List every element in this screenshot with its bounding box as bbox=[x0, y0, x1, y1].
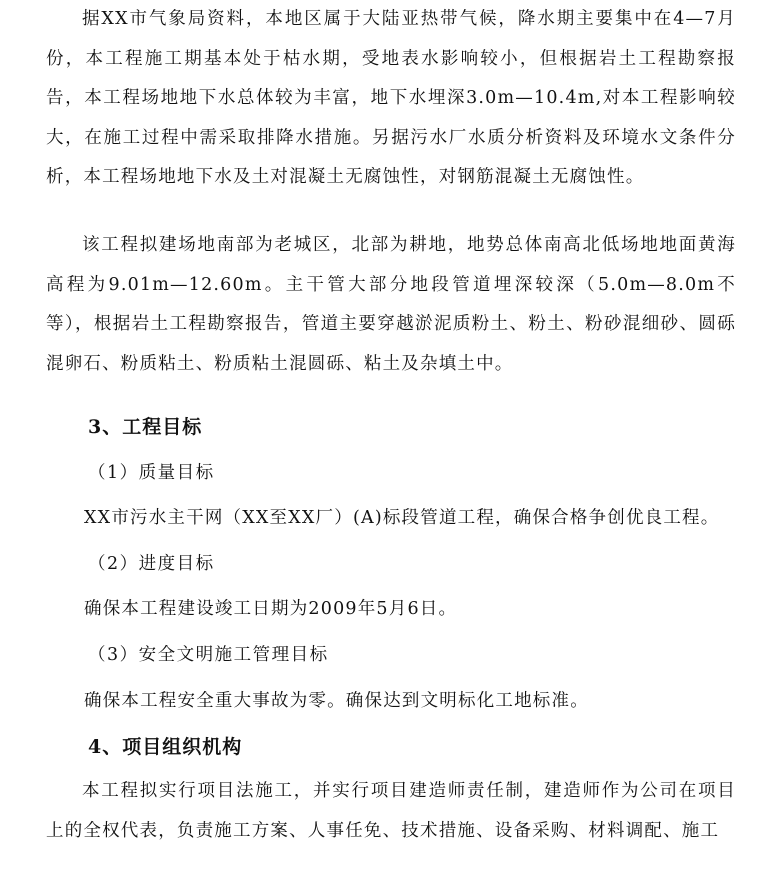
section-4-heading: 4、项目组织机构 bbox=[88, 736, 243, 758]
paragraph-site-terrain: 该工程拟建场地南部为老城区，北部为耕地，地势总体南高北低场地地面黄海高程为9.01m—12.60m。主干管大部分地段管道埋深较深（5.0m—8.0m不等），根据岩土工程勘察报告，管道主要穿越淤泥质粉土、粉土、粉砂混细砂、圆砾混卵石、粉质粘土、粉质粘土混圆砾、粘土及杂填土中。 bbox=[46, 235, 736, 374]
quality-target-text: XX市污水主干网（XX至XX厂）(A)标段管道工程，确保合格争创优良工程。 bbox=[84, 508, 720, 528]
quality-target-heading: （1）质量目标 bbox=[88, 463, 215, 483]
schedule-target-heading: （2）进度目标 bbox=[88, 554, 215, 574]
schedule-target-text: 确保本工程建设竣工日期为2009年5月6日。 bbox=[84, 599, 458, 619]
paragraph-organization: 本工程拟实行项目法施工，并实行项目建造师责任制，建造师作为公司在项目上的全权代表，负责施工方案、人事任免、技术措施、设备采购、材料调配、施工 bbox=[46, 781, 736, 841]
paragraph-hydrology: 据XX市气象局资料，本地区属于大陆亚热带气候，降水期主要集中在4—7月份，本工程施工期基本处于枯水期，受地表水影响较小，但根据岩土工程勘察报告，本工程场地地下水总体较为丰富，地下水埋深3.0m—10.4m,对本工程影响较大，在施工过程中需采取排降水措施。另据污水厂水质分析资料及环境水文条件分析，本工程场地地下水及土对混凝土无腐蚀性，对钢筋混凝土无腐蚀性。 bbox=[46, 9, 736, 187]
section-3-heading: 3、工程目标 bbox=[88, 416, 203, 438]
safety-target-heading: （3）安全文明施工管理目标 bbox=[88, 645, 329, 665]
safety-target-text: 确保本工程安全重大事故为零。确保达到文明标化工地标准。 bbox=[84, 691, 589, 711]
